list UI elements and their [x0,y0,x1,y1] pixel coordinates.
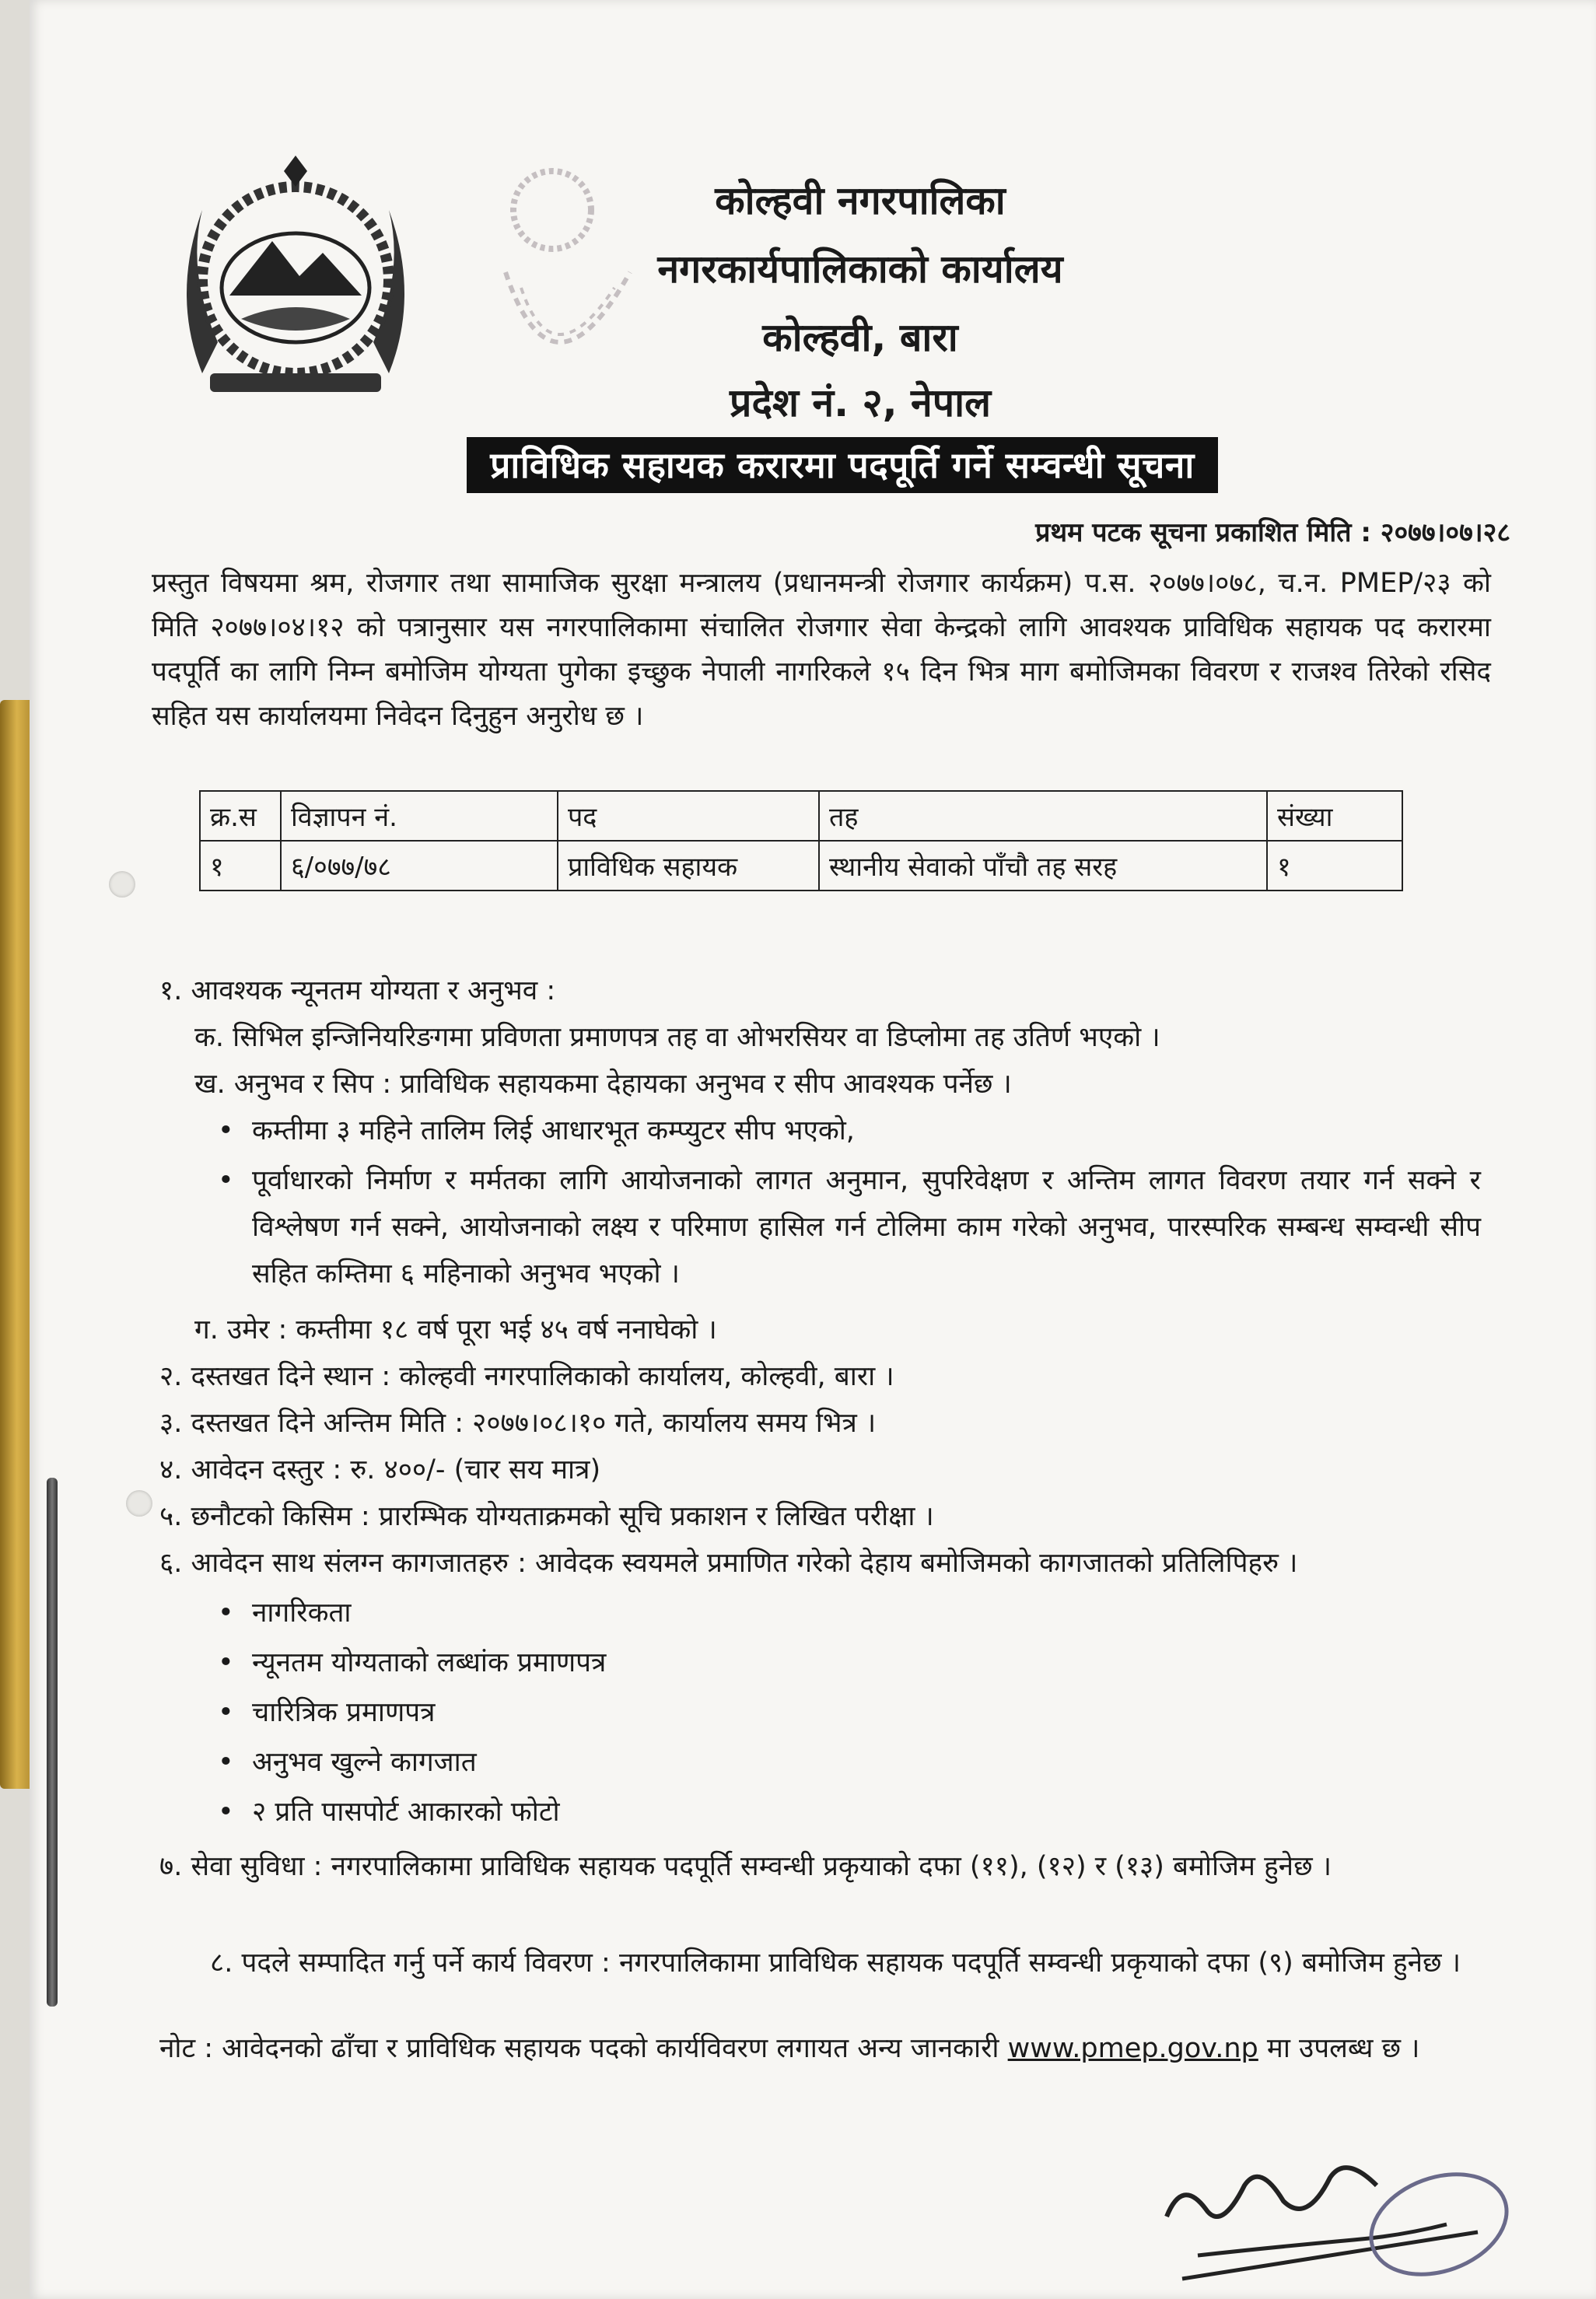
punch-hole [126,1490,152,1517]
list-item: • न्यूनतम योग्यताको लब्धांक प्रमाणपत्र [252,1639,1481,1686]
binder-rod [47,1478,58,2007]
intro-paragraph: प्रस्तुत विषयमा श्रम, रोजगार तथा सामाजिक सुरक्षा मन्त्रालय (प्रधानमन्त्री रोजगार कार्यक्रम) प.स. २०७७।०७८, च.न. PMEP/२३ को मिति २०७७।०४।१२ को पत्रानुसार यस नगरपालिकामा संचालित रोजगार सेवा केन्द्रको लागि आवश्यक प्राविधिक सहायक पद करारमा पदपूर्ति का लागि निम्न बमोजिम योग्यता पुगेका इच्छुक नेपाली नागरिकले १५ दिन भित्र माग बमोजिमका विवरण र राजश्व तिरेको रसिद सहित यस कार्यालयमा निवेदन दिनुहुन अनुरोध छ । [152,568,1491,732]
table-cell: प्राविधिक सहायक [558,841,819,891]
notice-title-banner: प्राविधिक सहायक करारमा पदपूर्ति गर्ने सम्वन्धी सूचना [467,437,1218,493]
table-row [200,841,1402,891]
punch-hole [109,871,135,898]
list-item: • नागरिकता [252,1590,1481,1636]
section-7: ७. सेवा सुविधा : नगरपालिकामा प्राविधिक सहायक पदपूर्ति सम्वन्धी प्रकृयाको दफा (११), (१२) र (१३) बमोजिम हुनेछ । [159,1851,1332,1882]
section-3: ३. दस्तखत दिने अन्तिम मिति : २०७७।०८।१० गते, कार्यालय समय भित्र । [159,1408,877,1439]
table-cell: स्थानीय सेवाको पाँचौ तह सरह [819,841,1267,891]
section-5: ५. छनौटको किसिम : प्रारम्भिक योग्यताक्रमको सूचि प्रकाशन र लिखित परीक्षा । [159,1501,934,1532]
table-cell: १ [1267,841,1402,891]
vacancy-table [199,790,1403,891]
section-4: ४. आवेदन दस्तुर : रु. ४००/- (चार सय मात्र) [159,1454,601,1485]
office-location: कोल्हवी, बारा [762,315,958,360]
section-1b: ख. अनुभव र सिप : प्राविधिक सहायकमा देहायका अनुभव र सीप आवश्यक पर्नेछ । [194,1069,1012,1100]
table-cell: ६/०७७/७८ [281,841,558,891]
list-item: • चारित्रिक प्रमाणपत्र [252,1689,1481,1736]
table-header: विज्ञापन नं. [281,791,558,841]
signature-stamp [1151,2131,1509,2299]
publish-date: प्रथम पटक सूचना प्रकाशित मिति : २०७७।०७।२८ [1035,517,1510,548]
municipality-name: कोल्हवी नगरपालिका [715,178,1006,223]
province-line: प्रदेश नं. २, नेपाल [730,380,991,425]
section-1c: ग. उमेर : कम्तीमा १८ वर्ष पूरा भई ४५ वर्ष ननाघेको । [194,1314,717,1345]
list-item: • २ प्रति पासपोर्ट आकारको फोटो [252,1789,1481,1835]
note-text: नोट : आवेदनको ढाँचा र प्राविधिक सहायक पदको कार्यविवरण लगायत अन्य जानकारी [159,2033,999,2064]
table-cell: १ [200,841,281,891]
table-header: पद [558,791,819,841]
list-item: • पूर्वाधारको निर्माण र मर्मतका लागि आयोजनाको लागत अनुमान, सुपरिवेक्षण र अन्तिम लागत विवरण तयार गर्न सक्ने र विश्लेषण गर्न सक्ने, आयोजनाको लक्ष्य र परिमाण हासिल गर्न टोलिमा काम गरेको अनुभव, पारस्परिक सम्बन्ध सम्वन्धी सीप सहित कम्तिमा ६ महिनाको अनुभव भएको । [252,1157,1481,1297]
list-item: • अनुभव खुल्ने कागजात [252,1739,1481,1786]
list-item: • कम्तीमा ३ महिने तालिम लिई आधारभूत कम्प्युटर सीप भएको, [252,1108,1481,1154]
office-name: नगरकार्यपालिकाको कार्यालय [657,247,1063,292]
section-2: २. दस्तखत दिने स्थान : कोल्हवी नगरपालिकाको कार्यालय, कोल्हवी, बारा । [159,1361,894,1392]
note-paragraph [159,2025,1482,2072]
section-1a: क. सिभिल इन्जिनियरिङगमा प्रविणता प्रमाणपत्र तह वा ओभरसियर वा डिप्लोमा तह उतिर्ण भएको । [194,1022,1160,1053]
table-header-row [200,791,1402,841]
pmep-website-link[interactable]: www.pmep.gov.np [1007,2033,1258,2064]
table-header: तह [819,791,1267,841]
section-6: ६. आवेदन साथ संलग्न कागजातहरु : आवेदक स्वयमले प्रमाणित गरेको देहाय बमोजिमको कागजातको प्रतिलिपिहरु । [159,1548,1298,1579]
note-text-end: मा उपलब्ध छ । [1266,2033,1420,2064]
section-1-heading: १. आवश्यक न्यूनतम योग्यता र अनुभव : [159,975,556,1006]
table-header: क्र.स [200,791,281,841]
table-header: संख्या [1267,791,1402,841]
section-8: ८. पदले सम्पादित गर्नु पर्ने कार्य विवरण : नगरपालिकामा प्राविधिक सहायक पदपूर्ति सम्वन्धी प्रकृयाको दफा (९) बमोजिम हुनेछ । [210,1947,1461,1979]
